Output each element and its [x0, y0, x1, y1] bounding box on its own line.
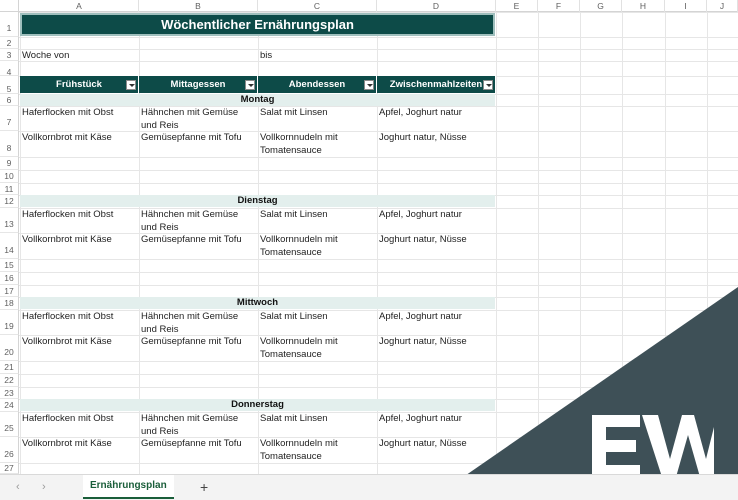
column-header-g[interactable]: G [580, 0, 622, 12]
column-header-j[interactable]: J [707, 0, 738, 12]
meal-cell[interactable]: Vollkornnudeln mit Tomatensauce [260, 132, 338, 156]
meal-cell[interactable]: Apfel, Joghurt natur [379, 311, 462, 322]
grid-row-line [19, 272, 738, 273]
grid-row-line [19, 183, 738, 184]
row-header-5[interactable]: 5 [0, 76, 19, 94]
meal-cell[interactable]: Vollkornbrot mit Käse [22, 132, 112, 143]
meal-cell[interactable]: Hähnchen mit Gemüse und Reis [141, 311, 239, 335]
meal-cell[interactable]: Hähnchen mit Gemüse und Reis [141, 209, 239, 233]
meal-cell[interactable]: Salat mit Linsen [260, 413, 328, 424]
filter-dropdown-icon[interactable] [245, 80, 255, 90]
row-header-27[interactable]: 27 [0, 463, 19, 474]
grid-row-line [19, 37, 738, 38]
sheet-tab-ernaehrungsplan[interactable]: Ernährungsplan [83, 475, 174, 499]
row-header-1[interactable]: 1 [0, 12, 19, 37]
column-header-b[interactable]: B [139, 0, 258, 12]
table-header-label: Abendessen [288, 79, 346, 90]
filter-dropdown-icon[interactable] [483, 80, 493, 90]
column-header-c[interactable]: C [258, 0, 377, 12]
meal-cell[interactable]: Hähnchen mit Gemüse und Reis [141, 413, 239, 437]
row-header-18[interactable]: 18 [0, 297, 19, 310]
row-header-13[interactable]: 13 [0, 208, 19, 233]
column-header-h[interactable]: H [622, 0, 665, 12]
week-from-label[interactable]: Woche von [22, 50, 70, 61]
meal-cell[interactable]: Salat mit Linsen [260, 107, 328, 118]
meal-cell[interactable]: Vollkornnudeln mit Tomatensauce [260, 234, 338, 258]
row-header-19[interactable]: 19 [0, 310, 19, 335]
column-header-bar [0, 0, 738, 12]
row-header-23[interactable]: 23 [0, 387, 19, 399]
meal-cell[interactable]: Joghurt natur, Nüsse [379, 234, 467, 245]
meal-cell[interactable]: Joghurt natur, Nüsse [379, 336, 467, 347]
row-header-17[interactable]: 17 [0, 285, 19, 297]
meal-cell[interactable]: Gemüsepfanne mit Tofu [141, 132, 242, 143]
row-header-14[interactable]: 14 [0, 233, 19, 259]
meal-cell[interactable]: Salat mit Linsen [260, 311, 328, 322]
meal-cell[interactable]: Haferflocken mit Obst [22, 413, 114, 424]
grid-row-line [19, 61, 738, 62]
grid-row-line [19, 259, 738, 260]
row-header-6[interactable]: 6 [0, 94, 19, 106]
row-header-bar [0, 12, 19, 474]
column-header-i[interactable]: I [665, 0, 707, 12]
meal-cell[interactable]: Vollkornbrot mit Käse [22, 234, 112, 245]
day-row-mittwoch[interactable]: Mittwoch [20, 297, 495, 309]
chevron-left-icon[interactable]: ‹ [16, 481, 20, 493]
meal-cell[interactable]: Haferflocken mit Obst [22, 209, 114, 220]
row-header-8[interactable]: 8 [0, 131, 19, 157]
meal-cell[interactable]: Joghurt natur, Nüsse [379, 438, 467, 449]
row-header-15[interactable]: 15 [0, 259, 19, 272]
table-header-3[interactable] [258, 76, 377, 93]
meal-cell[interactable]: Gemüsepfanne mit Tofu [141, 336, 242, 347]
meal-cell[interactable]: Apfel, Joghurt natur [379, 413, 462, 424]
column-header-d[interactable]: D [377, 0, 496, 12]
row-header-21[interactable]: 21 [0, 361, 19, 374]
grid-row-line [19, 49, 738, 50]
meal-cell[interactable]: Joghurt natur, Nüsse [379, 132, 467, 143]
row-header-25[interactable]: 25 [0, 412, 19, 437]
row-header-4[interactable]: 4 [0, 61, 19, 76]
meal-cell[interactable]: Hähnchen mit Gemüse und Reis [141, 107, 239, 131]
week-to-label[interactable]: bis [260, 50, 273, 61]
table-header-label: Mittagessen [170, 79, 226, 90]
plan-title[interactable]: Wöchentlicher Ernährungsplan [20, 13, 495, 36]
day-row-montag[interactable]: Montag [20, 94, 495, 106]
column-header-f[interactable]: F [538, 0, 580, 12]
row-header-12[interactable]: 12 [0, 195, 19, 208]
meal-cell[interactable]: Haferflocken mit Obst [22, 311, 114, 322]
meal-cell[interactable]: Vollkornbrot mit Käse [22, 336, 112, 347]
row-header-24[interactable]: 24 [0, 399, 19, 412]
plus-icon[interactable]: + [200, 479, 209, 495]
table-header-label: Frühstück [56, 79, 102, 90]
filter-dropdown-icon[interactable] [364, 80, 374, 90]
row-header-11[interactable]: 11 [0, 183, 19, 195]
meal-cell[interactable]: Vollkornnudeln mit Tomatensauce [260, 336, 338, 360]
meal-cell[interactable]: Apfel, Joghurt natur [379, 209, 462, 220]
column-header-e[interactable]: E [496, 0, 538, 12]
row-header-3[interactable]: 3 [0, 49, 19, 61]
day-row-donnerstag[interactable]: Donnerstag [20, 399, 495, 411]
row-header-26[interactable]: 26 [0, 437, 19, 463]
table-header-1[interactable] [20, 76, 139, 93]
meal-cell[interactable]: Vollkornnudeln mit Tomatensauce [260, 438, 338, 462]
day-row-dienstag[interactable]: Dienstag [20, 195, 495, 207]
meal-cell[interactable]: Apfel, Joghurt natur [379, 107, 462, 118]
table-header-2[interactable] [139, 76, 258, 93]
meal-cell[interactable]: Vollkornbrot mit Käse [22, 438, 112, 449]
meal-cell[interactable]: Salat mit Linsen [260, 209, 328, 220]
filter-dropdown-icon[interactable] [126, 80, 136, 90]
meal-cell[interactable]: Gemüsepfanne mit Tofu [141, 438, 242, 449]
table-header-label: Zwischenmahlzeiten [389, 79, 483, 90]
row-header-16[interactable]: 16 [0, 272, 19, 285]
meal-cell[interactable]: Gemüsepfanne mit Tofu [141, 234, 242, 245]
row-header-7[interactable]: 7 [0, 106, 19, 131]
grid-row-line [19, 285, 738, 286]
grid-row-line [19, 170, 738, 171]
row-header-22[interactable]: 22 [0, 374, 19, 387]
meal-cell[interactable]: Haferflocken mit Obst [22, 107, 114, 118]
table-header-4[interactable] [377, 76, 496, 93]
grid-row-line [19, 157, 738, 158]
watermark-logo [590, 413, 715, 479]
row-header-20[interactable]: 20 [0, 335, 19, 361]
column-header-a[interactable]: A [20, 0, 139, 12]
row-header-2[interactable]: 2 [0, 37, 19, 49]
chevron-right-icon[interactable]: › [42, 481, 46, 493]
select-all-corner[interactable] [0, 0, 19, 12]
sheet-tab-bar [0, 474, 738, 500]
row-header-10[interactable]: 10 [0, 170, 19, 183]
row-header-9[interactable]: 9 [0, 157, 19, 170]
